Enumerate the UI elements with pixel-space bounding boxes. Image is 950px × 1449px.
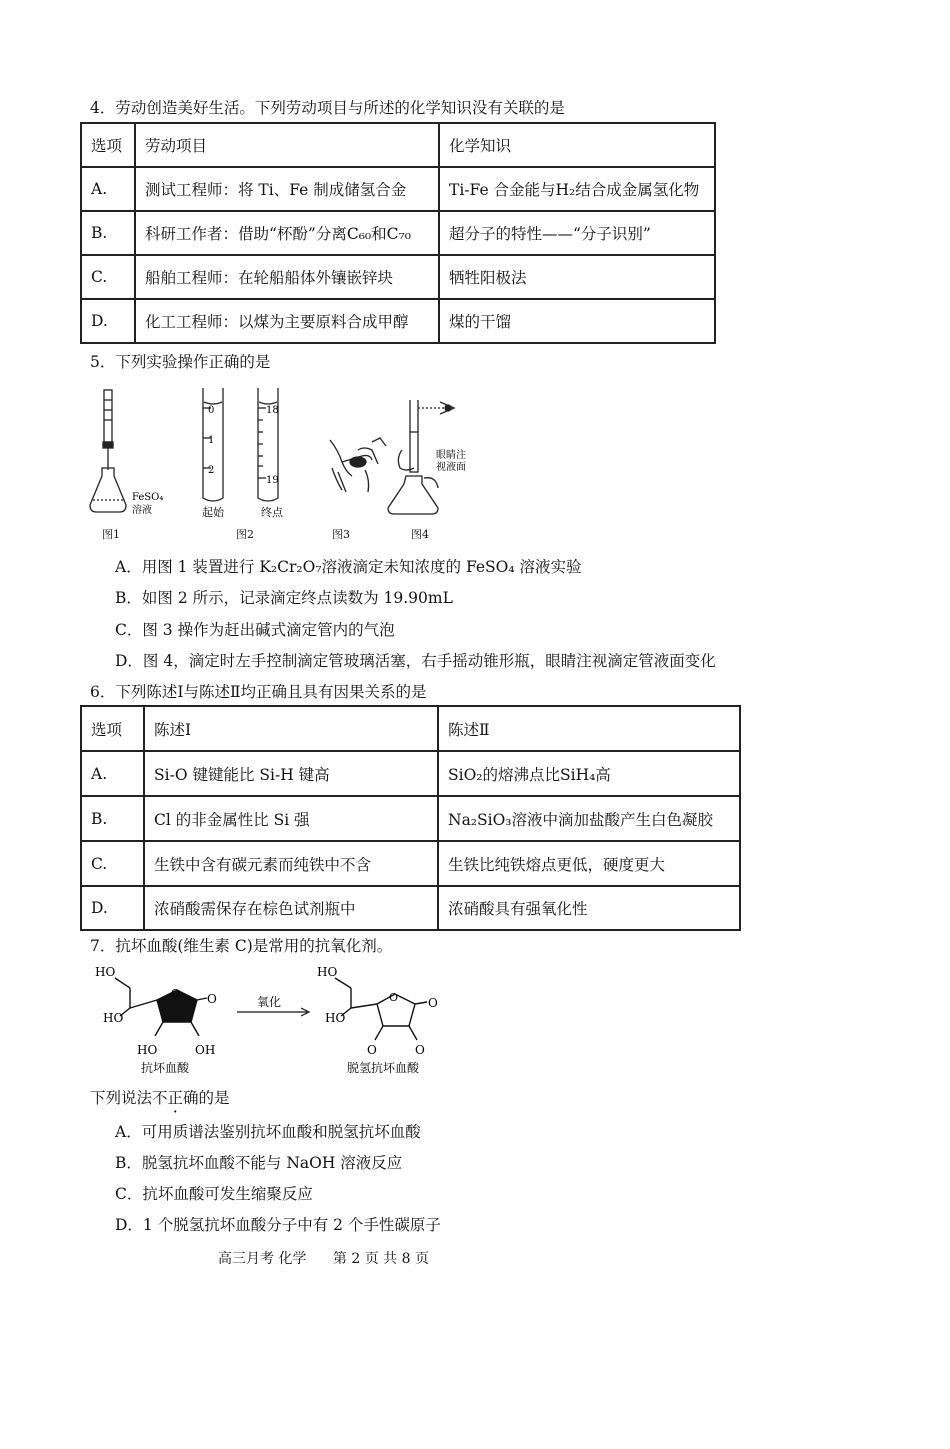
ring-o-label: O xyxy=(171,987,181,1000)
q4-cell: 科研工作者：借助“杯酚”分离C₆₀和C₇₀ xyxy=(135,211,439,255)
fig3-hands xyxy=(330,438,386,492)
page-footer xyxy=(218,1248,451,1268)
q6-cell: Cl 的非金属性比 Si 强 xyxy=(144,796,438,841)
q6-cell: 生铁中含有碳元素而纯铁中不含 xyxy=(144,841,438,886)
q7-reaction-scheme xyxy=(85,960,465,1080)
q6-cell: B. xyxy=(81,796,144,841)
keto-o-left: O xyxy=(367,1043,377,1057)
q5-option-a: A．用图 1 装置进行 K₂Cr₂O₇溶液滴定未知浓度的 FeSO₄ 溶液实验 xyxy=(115,558,582,576)
fig2-tick: 18 xyxy=(266,405,279,416)
fig2-caption: 图2 xyxy=(236,528,254,541)
dehydroascorbic-acid-name: 脱氢抗坏血酸 xyxy=(347,1061,420,1075)
q6-cell: SiO₂的熔沸点比SiH₄高 xyxy=(438,751,740,796)
q6-cell: D. xyxy=(81,886,144,930)
q4-cell: 船舶工程师：在轮船船体外镶嵌锌块 xyxy=(135,255,439,299)
carbonyl-o-label: O xyxy=(207,992,217,1006)
fig1-label2: 溶液 xyxy=(132,505,152,516)
q6-cell: 生铁比纯铁熔点更低，硬度更大 xyxy=(438,841,740,886)
q4-cell: C. xyxy=(81,255,135,299)
table-row xyxy=(81,211,715,255)
q4-cell: A. xyxy=(81,167,135,211)
q5-stem: 5．下列实验操作正确的是 xyxy=(90,353,271,371)
table-row xyxy=(81,167,715,211)
q6-cell: 浓硝酸具有强氧化性 xyxy=(438,886,740,930)
fig3-caption: 图3 xyxy=(332,528,350,541)
q4-cell: D. xyxy=(81,299,135,343)
fig4-note1: 眼睛注 xyxy=(436,450,466,461)
q4-table xyxy=(80,122,716,344)
q4-header-option: 选项 xyxy=(81,123,135,167)
q6-header-option: 选项 xyxy=(81,706,144,751)
q6-header-statement2: 陈述Ⅱ xyxy=(438,706,740,751)
q5-option-d: D．图 4，滴定时左手控制滴定管玻璃活塞，右手摇动锥形瓶，眼睛注视滴定管液面变化 xyxy=(115,652,716,670)
fig2-tick: 0 xyxy=(208,405,215,416)
oh-left-label: HO xyxy=(137,1043,158,1057)
q7-prompt-emphasis: 不正确 xyxy=(152,1089,199,1107)
fig1-label: FeSO₄ xyxy=(132,492,164,503)
ascorbic-acid-structure xyxy=(115,978,207,1036)
table-row xyxy=(81,751,740,796)
q6-cell: Na₂SiO₃溶液中滴加盐酸产生白色凝胶 xyxy=(438,796,740,841)
fig2-tick: 2 xyxy=(208,465,215,476)
q7-option-c: C．抗坏血酸可发生缩聚反应 xyxy=(115,1185,313,1203)
q4-cell: Ti-Fe 合金能与H₂结合成金属氢化物 xyxy=(439,167,715,211)
fig4-caption: 图4 xyxy=(411,528,429,541)
footer-page: 第 2 页 共 8 页 xyxy=(332,1251,429,1267)
fig2-tick: 19 xyxy=(266,475,279,486)
ho-mid-label: HO xyxy=(103,1011,124,1025)
oh-right-label: OH xyxy=(195,1043,216,1057)
carbonyl-o-label-2: O xyxy=(428,996,438,1010)
q4-cell: 化工工程师：以煤为主要原料合成甲醇 xyxy=(135,299,439,343)
q4-cell: 煤的干馏 xyxy=(439,299,715,343)
q6-table xyxy=(80,705,741,931)
table-row xyxy=(81,886,740,930)
arrow-label: 氧化 xyxy=(257,995,282,1009)
dehydroascorbic-acid-structure xyxy=(335,978,427,1040)
q7-prompt-pre: 下列说法 xyxy=(90,1089,153,1107)
table-row xyxy=(81,255,715,299)
q4-cell: 超分子的特性——“分子识别” xyxy=(439,211,715,255)
q6-cell: A. xyxy=(81,751,144,796)
ascorbic-acid-name: 抗坏血酸 xyxy=(141,1061,190,1075)
table-row xyxy=(81,841,740,886)
q4-cell: B. xyxy=(81,211,135,255)
footer-exam: 高三月考 化学 xyxy=(218,1251,307,1267)
q7-stem: 7．抗坏血酸(维生素 C)是常用的抗氧化剂。 xyxy=(90,937,393,955)
fig2-start: 起始 xyxy=(202,506,224,519)
q4-header-row xyxy=(81,123,715,167)
fig2-tick: 1 xyxy=(208,435,215,446)
fig1-caption: 图1 xyxy=(102,528,120,541)
fig1-burette-flask xyxy=(90,390,126,512)
q6-cell: C. xyxy=(81,841,144,886)
q5-option-b: B．如图 2 所示，记录滴定终点读数为 19.90mL xyxy=(115,589,453,607)
ho-mid-label-2: HO xyxy=(325,1011,346,1025)
q4-cell: 测试工程师：将 Ti、Fe 制成储氢合金 xyxy=(135,167,439,211)
q7-prompt-post: 的是 xyxy=(198,1089,230,1107)
q7-option-a: A．可用质谱法鉴别抗坏血酸和脱氢抗坏血酸 xyxy=(115,1123,421,1141)
ho-top-label-2: HO xyxy=(317,965,338,979)
q6-cell: 浓硝酸需保存在棕色试剂瓶中 xyxy=(144,886,438,930)
q4-header-knowledge: 化学知识 xyxy=(439,123,715,167)
fig4-note2: 视液面 xyxy=(436,462,466,473)
ho-top-label: HO xyxy=(95,965,116,979)
q7-option-b: B．脱氢抗坏血酸不能与 NaOH 溶液反应 xyxy=(115,1154,403,1172)
q5-figures xyxy=(80,380,500,525)
q7-option-d: D．1 个脱氢抗坏血酸分子中有 2 个手性碳原子 xyxy=(115,1216,441,1234)
table-row xyxy=(81,796,740,841)
q4-header-item: 劳动项目 xyxy=(135,123,439,167)
table-row xyxy=(81,299,715,343)
q5-option-c: C．图 3 操作为赶出碱式滴定管内的气泡 xyxy=(115,621,395,639)
fig2-end: 终点 xyxy=(261,506,283,519)
ring-o-label-2: O xyxy=(389,991,399,1004)
keto-o-right: O xyxy=(415,1043,425,1057)
q7-prompt xyxy=(90,1086,230,1108)
q6-header-row xyxy=(81,706,740,751)
q6-stem: 6．下列陈述Ⅰ与陈述Ⅱ均正确且具有因果关系的是 xyxy=(90,683,427,701)
q6-header-statement1: 陈述Ⅰ xyxy=(144,706,438,751)
q6-cell: Si-O 键键能比 Si-H 键高 xyxy=(144,751,438,796)
q4-cell: 牺牲阳极法 xyxy=(439,255,715,299)
q4-stem: 4．劳动创造美好生活。下列劳动项目与所述的化学知识没有关联的是 xyxy=(90,99,565,117)
